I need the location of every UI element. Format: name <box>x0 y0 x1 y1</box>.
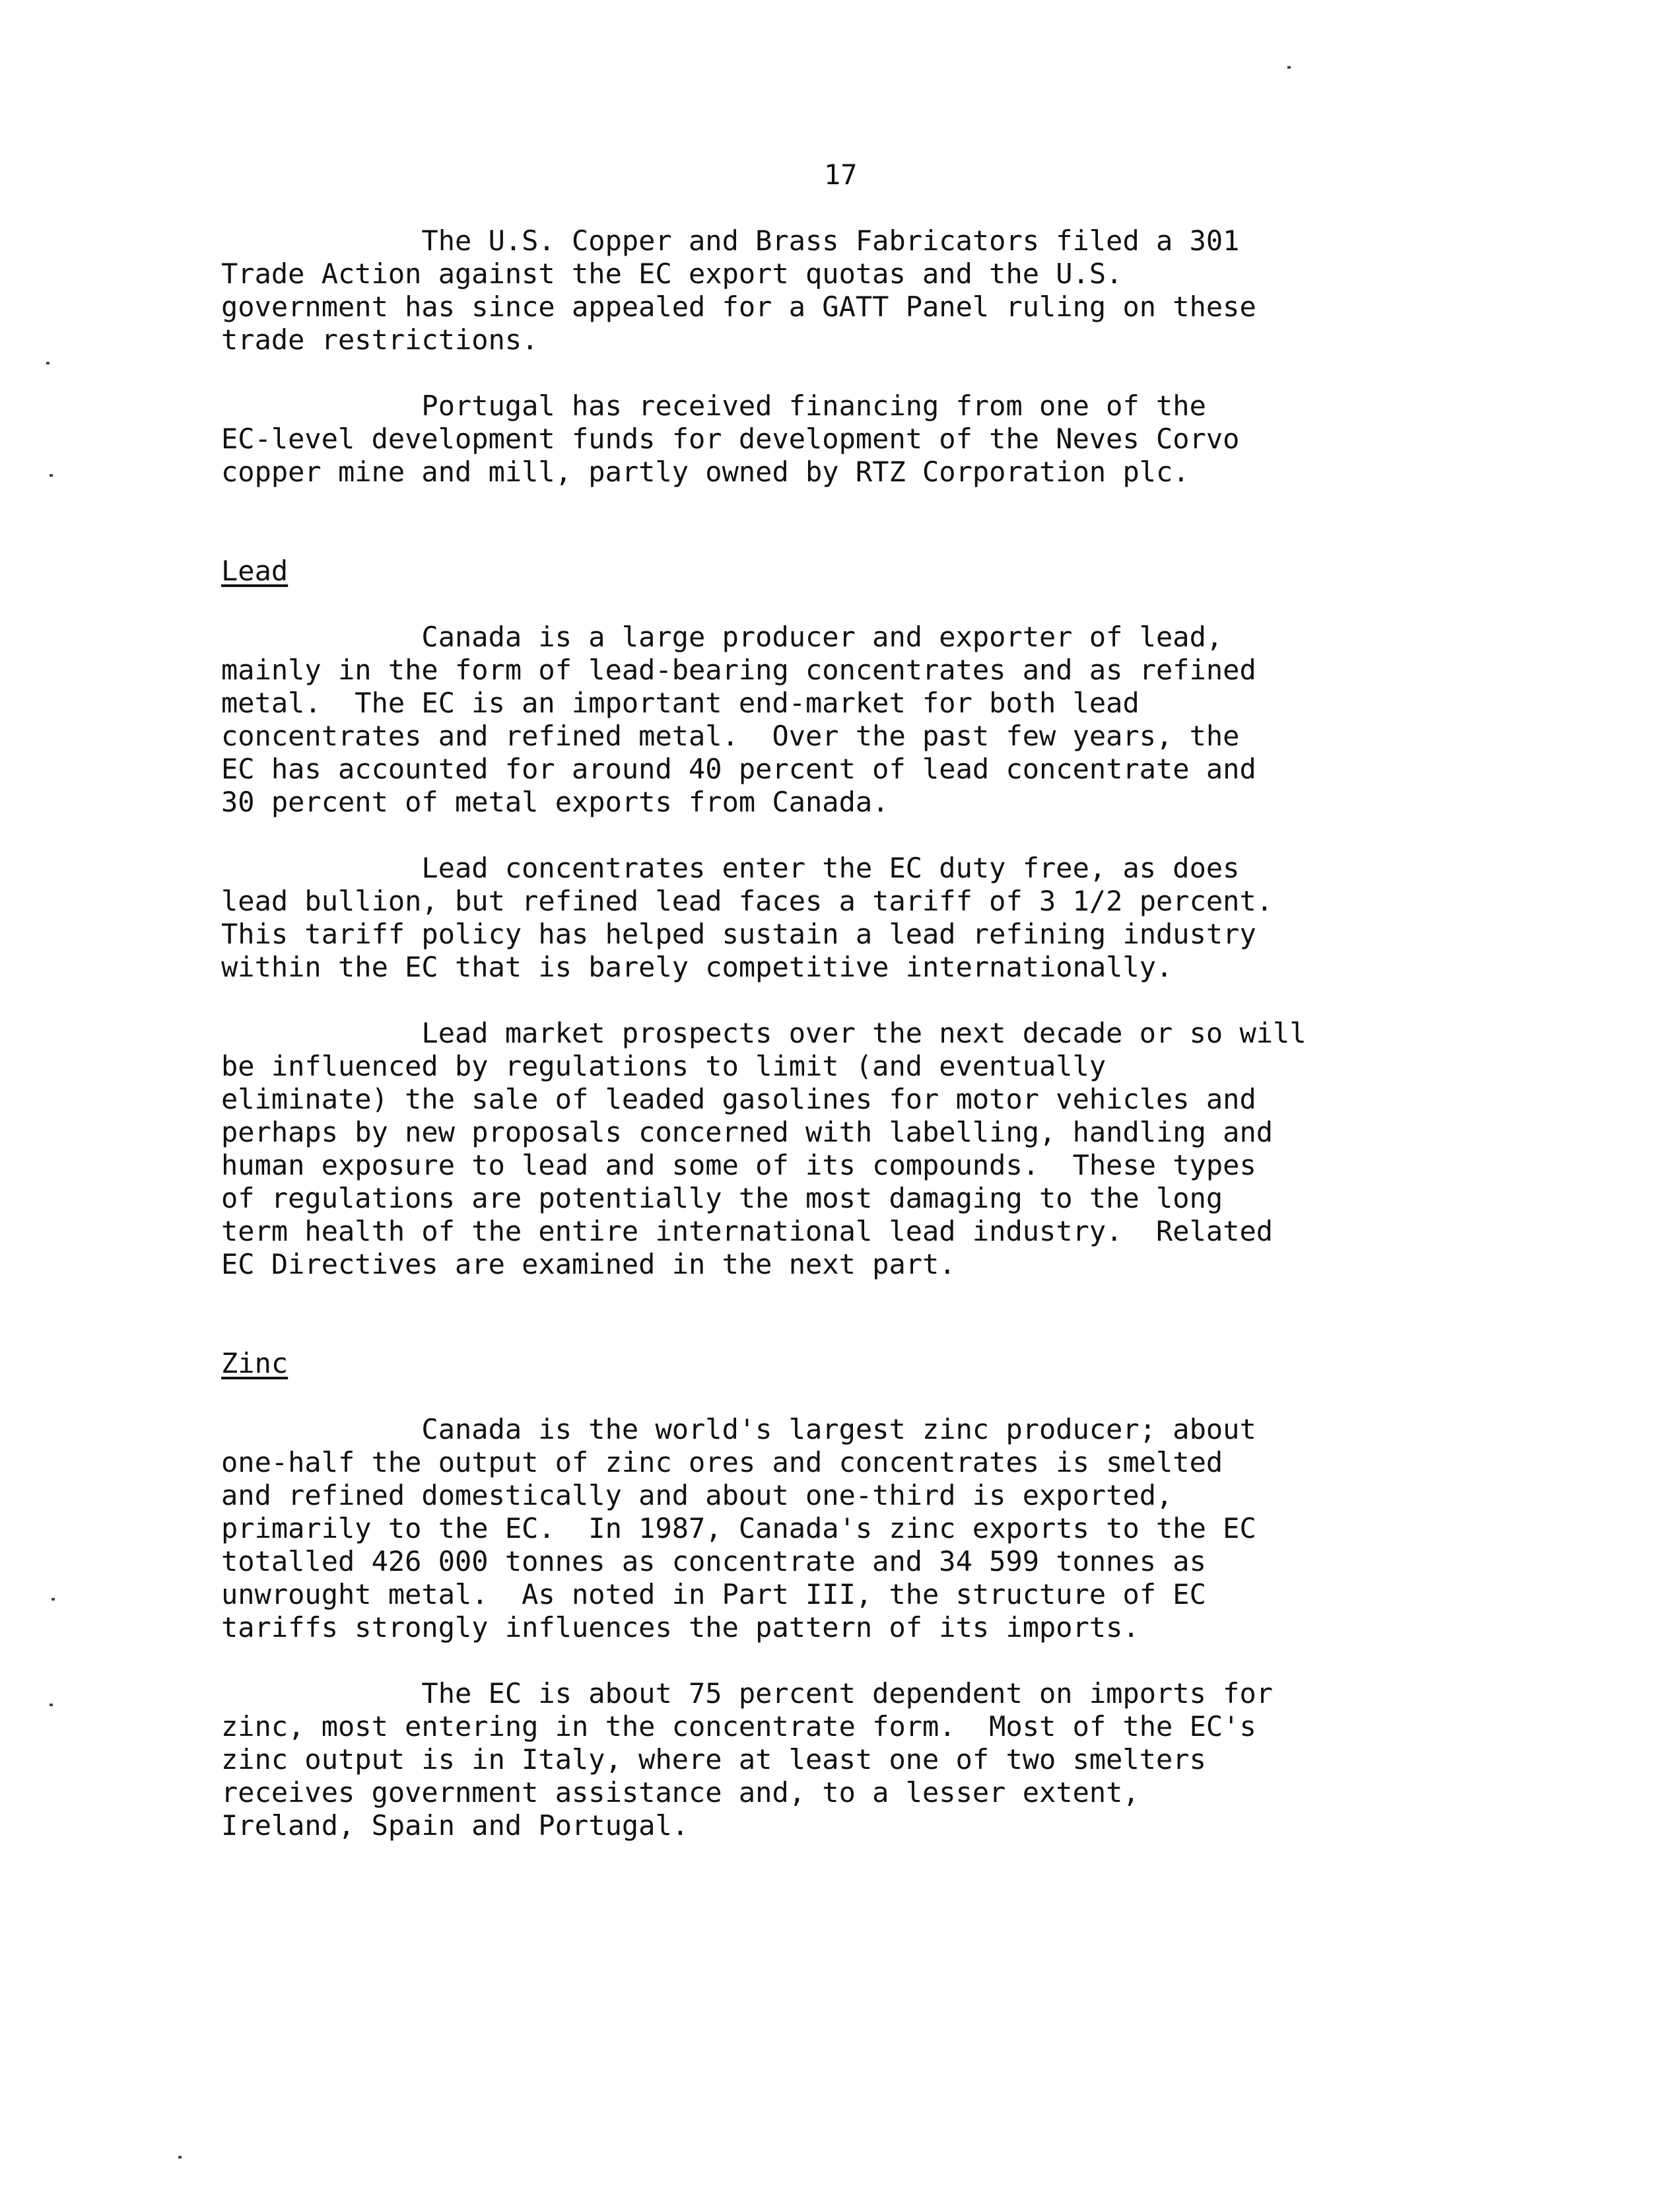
paragraph-zinc-imports: The EC is about 75 percent dependent on imports for zinc, most entering in the concentrate form. Most of the EC's zinc output is in Italy, where at least one of two smelters receives government assistance and, to a lesser extent, Ireland, Spain and Portugal. <box>221 1677 1274 1842</box>
scan-speck <box>50 1704 53 1706</box>
scan-speck <box>50 474 53 477</box>
paragraph-lead-tariff: Lead concentrates enter the EC duty free, as does lead bullion, but refined lead faces a tariff of 3 1/2 percent. This tariff policy has helped sustain a lead refining industry within the EC that is barely competitive internationally. <box>221 852 1274 983</box>
lead-section <box>221 555 1476 1281</box>
paragraph-301-trade-action: The U.S. Copper and Brass Fabricators filed a 301 Trade Action against the EC export quotas and the U.S. government has since appealed for a GATT Panel ruling on these trade restrictions. <box>221 225 1256 356</box>
paragraph-lead-producer: Canada is a large producer and exporter of lead, mainly in the form of lead-bearing concentrates and as refined metal. The EC is an important end-market for both lead concentrates and refined metal. Over the past few years, the EC has accounted for around 40 percent of lead concentrate and 30 percent of metal exports from Canada. <box>221 621 1256 818</box>
scan-speck <box>46 362 50 364</box>
paragraph-zinc-producer: Canada is the world's largest zinc producer; about one-half the output of zinc ores and concentrates is smelted and refined domestically and about one-third is exported, primarily to the EC. In 1987, Canada's zinc exports to the EC totalled 426 000 tonnes as concentrate and 34 599 tonnes as unwrought metal. As noted in Part III, the structure of EC tariffs strongly influences the pattern of its imports. <box>221 1413 1256 1643</box>
paragraph-portugal-financing: Portugal has received financing from one of the EC-level development funds for development of the Neves Corvo copper mine and mill, partly owned by RTZ Corporation plc. <box>221 390 1240 488</box>
scan-speck <box>1287 66 1291 69</box>
scan-speck <box>178 2156 182 2159</box>
lead-heading: Lead <box>221 555 289 587</box>
zinc-section <box>221 1347 1476 1842</box>
zinc-heading: Zinc <box>221 1347 289 1379</box>
intro-section <box>221 225 1476 489</box>
page-number: 17 <box>824 158 858 191</box>
scan-speck <box>51 1598 55 1601</box>
paragraph-lead-prospects: Lead market prospects over the next decade or so will be influenced by regulations to limit (and eventually eliminate) the sale of leaded gasolines for motor vehicles and perhaps by new proposals concerned with labelling, handling and human exposure to lead and some of its compounds. These types of regulations are potentially the most damaging to the long term health of the entire international lead industry. Related EC Directives are examined in the next part. <box>221 1017 1307 1280</box>
document-body <box>221 225 1476 1875</box>
